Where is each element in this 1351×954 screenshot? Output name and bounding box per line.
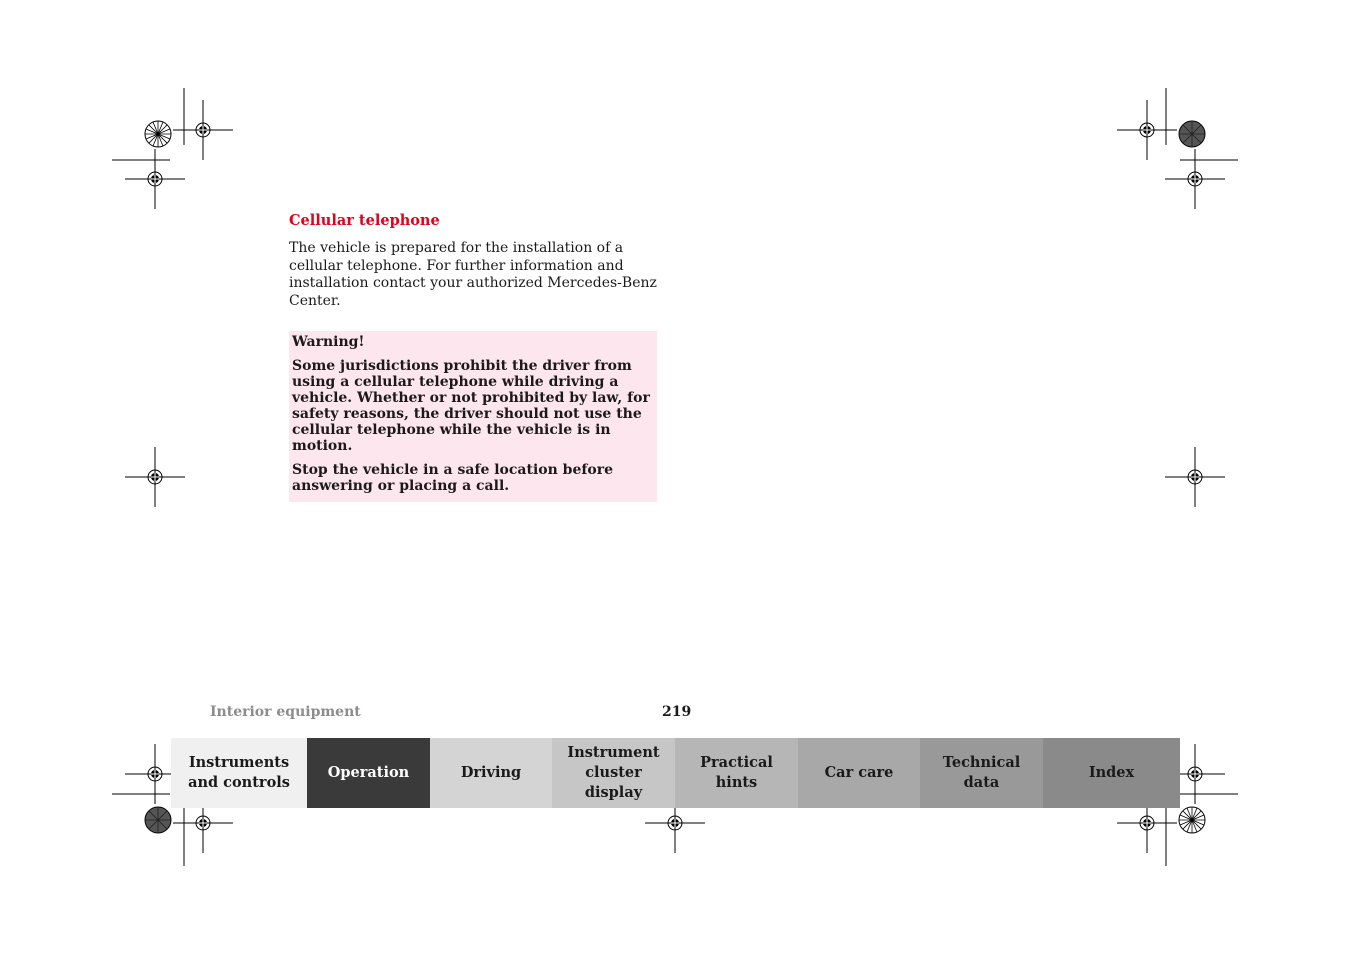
tab-car-care[interactable]: Car care <box>798 738 920 808</box>
footer-section-name: Interior equipment <box>210 704 361 720</box>
chapter-tabs <box>171 738 1180 808</box>
page-number: 219 <box>662 704 692 720</box>
tab-practical-hints[interactable]: Practical hints <box>675 738 798 808</box>
section-title: Cellular telephone <box>289 212 440 229</box>
section-body: The vehicle is prepared for the installation of a cellular telephone. For further information and installation contact your authorized Mercedes-Benz Center. <box>289 240 657 309</box>
warning-box <box>289 331 657 502</box>
tab-operation[interactable]: Operation <box>307 738 430 808</box>
tab-instrument-cluster-display[interactable]: Instrument cluster display <box>552 738 675 808</box>
main-content <box>289 212 657 502</box>
tab-instruments-and-controls[interactable]: Instruments and controls <box>171 738 307 808</box>
warning-paragraph-1: Some jurisdictions prohibit the driver from using a cellular telephone while driving a vehicle. Whether or not prohibited by law, for safety reasons, the driver should not use the cellular telephone while the vehicle is in motion. <box>292 358 650 454</box>
warning-paragraph-2: Stop the vehicle in a safe location before answering or placing a call. <box>292 462 614 494</box>
tab-technical-data[interactable]: Technical data <box>920 738 1043 808</box>
tab-index[interactable]: Index <box>1043 738 1180 808</box>
warning-title: Warning! <box>292 334 365 350</box>
tab-driving[interactable]: Driving <box>430 738 552 808</box>
